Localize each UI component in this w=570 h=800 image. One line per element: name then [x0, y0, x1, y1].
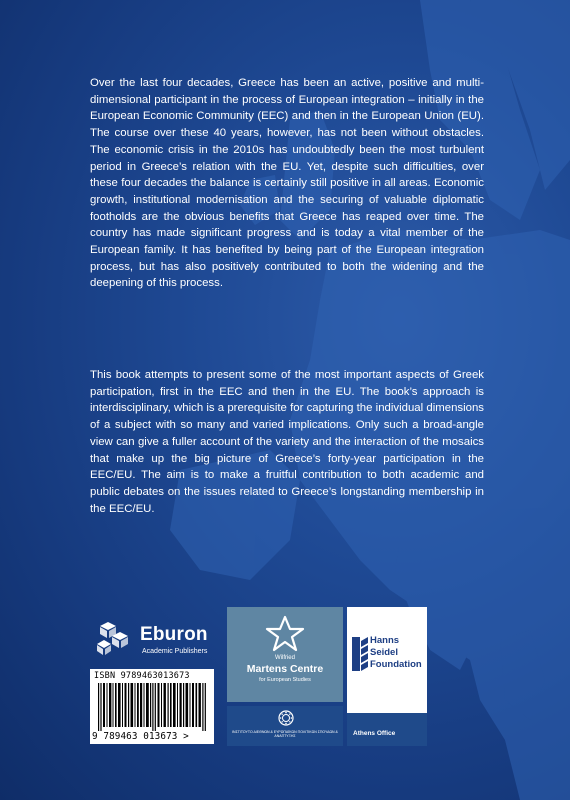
institute-name: ΙΝΣΤΙΤΟΥΤΟ ΔΙΕΘΝΩΝ & ΕΥΡΩΠΑΪΚΩΝ ΠΟΛΙΤΙΚΩΝ ΣΠΟΥΔΩΝ & ΑΝΑΠΤΥΞΗΣ [232, 730, 338, 738]
martens-line-2: Martens Centre [246, 663, 324, 675]
hanns-office-bar [347, 713, 427, 746]
eburon-subtitle: Academic Publishers [142, 648, 208, 655]
description-paragraph-1: Over the last four decades, Greece has been an active, positive and multi-dimensional participant in the process of European integration – initially in the European Economic Community (EEC) and then in the European Union (EU). The course over these 40 years, however, has not been without obstacles. The economic crisis in the 2010s has undoubtedly been the most turbulent period in Greece’s relation with the EU. Yet, despite such difficulties, over these four decades the balance is certainly still positive in all areas. Economic growth, institutional modernisation and the securing of valuable diplomatic footholds are the obvious benefits that Greece has reaped over time. The country has made significant progress and is today a vital member of the European family. It has benefited by being part of the European integration process, but has also positively contributed to both the widening and the deepening of this process. [90, 77, 484, 290]
barcode-bars [98, 683, 208, 731]
description-paragraph-2: This book attempts to present some of the most important aspects of Greek participation, first in the EEC and then in the EU. The book’s approach is interdisciplinary, which is a prerequisite for capturing the individual dimensions of a subject with so many and varied implications. Only such a broad-angle view can give a fuller account of the variety and the interaction of the mosaics that make up the big picture of Greece’s forty-year participation in the EEC/EU. The aim is to make a fruitful contribution to both academic and public debates on the issues related to Greece’s longstanding membership in the EEC/EU. [90, 369, 484, 515]
eburon-name: Eburon [140, 624, 208, 645]
eburon-logo [94, 618, 220, 662]
hanns-seidel-name [370, 635, 422, 671]
martens-line-1: Wilfried [274, 655, 295, 661]
institute-logo [227, 706, 343, 746]
hanns-seidel-icon [352, 637, 368, 671]
hanns-line-1: Hanns [370, 635, 400, 646]
circle-emblem-icon [278, 710, 294, 726]
hanns-seidel-logo [347, 607, 427, 746]
hanns-line-3: Foundation [370, 659, 422, 670]
isbn-barcode [90, 669, 214, 744]
martens-line-3: for European Studies [259, 677, 311, 683]
hanns-office-label: Athens Office [353, 730, 396, 737]
isbn-label: ISBN 9789463013673 [94, 671, 190, 681]
eburon-cubes-icon [94, 620, 136, 660]
hanns-line-2: Seidel [370, 647, 398, 658]
martens-centre-logo [227, 607, 343, 702]
star-icon [264, 615, 306, 653]
isbn-digits: 9 789463 013673 > [92, 731, 189, 742]
